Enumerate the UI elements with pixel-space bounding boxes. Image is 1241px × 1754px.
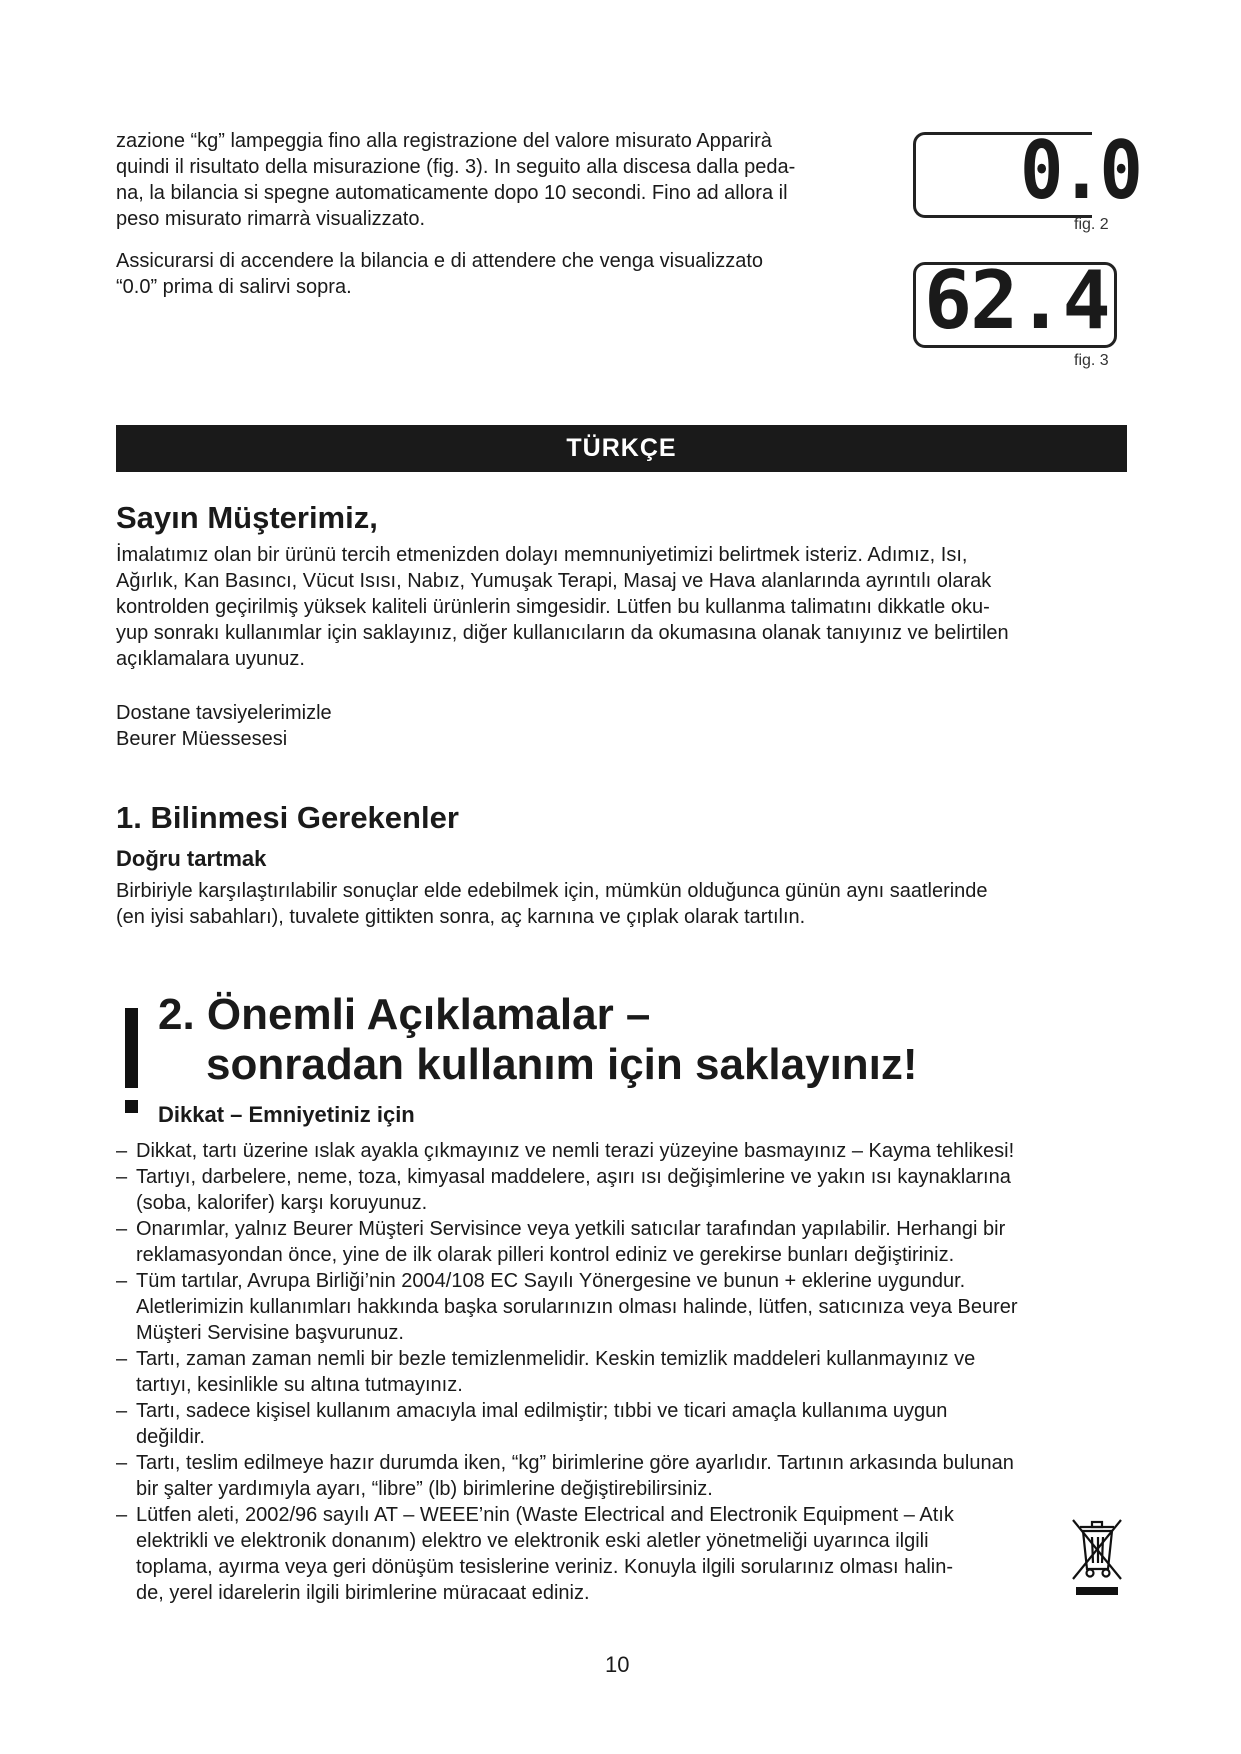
list-item <box>116 1164 1136 1216</box>
text-line: (en iyisi sabahları), tuvalete gittikten sonra, aç karnına ve çıplak olarak tartılın. <box>116 906 806 928</box>
list-item <box>116 1346 1136 1398</box>
text-line: reklamasyondan önce, yine de ilk olarak pilleri kontrol ediniz ve gerekirse bunları değiştiriniz. <box>136 1244 955 1266</box>
bullet-dash: – <box>116 1452 128 1474</box>
text-line: Dostane tavsiyelerimizle <box>116 702 332 724</box>
section-1-paragraph <box>116 878 1126 930</box>
text-line: Birbiriyle karşılaştırılabilir sonuçlar elde edebilmek için, mümkün olduğunca günün aynı saatlerinde <box>116 880 988 902</box>
text-line: Tartıyı, darbelere, neme, toza, kimyasal maddelere, aşırı ısı değişimlerine ve yakın ısı kaynaklarına <box>136 1166 1011 1188</box>
text-line: Onarımlar, yalnız Beurer Müşteri Servisince veya yetkili satıcılar tarafından yapılabilir. Herhangi bir <box>136 1218 1006 1240</box>
list-item <box>116 1450 1136 1502</box>
text-line: açıklamalara uyunuz. <box>116 648 305 670</box>
text-line: zazione “kg” lampeggia fino alla registrazione del valore misurato Apparirà <box>116 130 772 152</box>
section-2-title-line-1: 2. Önemli Açıklamalar – <box>158 990 651 1039</box>
text-line: elektrikli ve elektronik donanım) elektro ve elektronik eski aletler yönetmeliği uyarınca ilgili <box>136 1530 929 1552</box>
list-item <box>116 1502 1136 1606</box>
lcd-readout-fig2: 0.0 <box>1020 124 1140 217</box>
italian-text-block <box>116 128 896 300</box>
text-line: Assicurarsi di accendere la bilancia e di attendere che venga visualizzato <box>116 250 764 272</box>
text-line: Tartı, sadece kişisel kullanım amacıyla imal edilmiştir; tıbbi ve ticari amaçla kullanıma uygun <box>136 1400 948 1422</box>
figure-caption-fig2: fig. 2 <box>1074 216 1109 233</box>
list-item <box>116 1398 1136 1450</box>
section-1-subtitle: Doğru tartmak <box>116 846 267 871</box>
text-line: değildir. <box>136 1426 205 1448</box>
bullet-dash: – <box>116 1270 128 1292</box>
figure-caption-fig3: fig. 3 <box>1074 352 1109 369</box>
text-line: yup sonrakı kullanımlar için saklayınız, diğer kullanıcıların da okumasına olanak tanıyınız ve belirtilen <box>116 622 1009 644</box>
italian-paragraph-2 <box>116 248 896 300</box>
text-line: Müşteri Servisine başvurunuz. <box>136 1322 404 1344</box>
lcd-readout-fig3: 62.4 <box>924 254 1109 347</box>
text-line: kontrolden geçirilmiş yüksek kaliteli ürünlerin simgesidir. Lütfen bu kullanma talimatını dikkatle oku- <box>116 596 990 618</box>
text-line: Tartı, teslim edilmeye hazır durumda iken, “kg” birimlerine göre ayarlıdır. Tartının arkasında bulunan <box>136 1452 1014 1474</box>
intro-paragraph <box>116 542 1126 672</box>
bullet-dash: – <box>116 1166 128 1188</box>
text-line: na, la bilancia si spegne automaticamente dopo 10 secondi. Fino ad allora il <box>116 182 788 204</box>
crossed-out-wheelie-bin-icon <box>1070 1515 1124 1597</box>
bullet-dash: – <box>116 1348 128 1370</box>
text-line: Ağırlık, Kan Basıncı, Vücut Isısı, Nabız, Yumuşak Terapi, Masaj ve Hava alanlarında ayrıntılı olarak <box>116 570 992 592</box>
section-2-title-line-2: sonradan kullanım için saklayınız! <box>206 1040 918 1089</box>
bullet-dash: – <box>116 1504 128 1526</box>
bullet-dash: – <box>116 1218 128 1240</box>
language-banner <box>116 425 1127 472</box>
greeting-heading: Sayın Müşterimiz, <box>116 500 378 535</box>
text-line: Beurer Müessesesi <box>116 728 288 750</box>
page-number: 10 <box>605 1652 630 1677</box>
text-line: toplama, ayırma veya geri dönüşüm tesislerine veriniz. Konuyla ilgili sorularınız olması halin- <box>136 1556 954 1578</box>
text-line: quindi il risultato della misurazione (fig. 3). In seguito alla discesa dalla peda- <box>116 156 796 178</box>
closing-signature <box>116 700 332 752</box>
text-line: “0.0” prima di salirvi sopra. <box>116 276 352 298</box>
exclamation-icon <box>125 1008 138 1088</box>
text-line: Tartı, zaman zaman nemli bir bezle temizlenmelidir. Keskin temizlik maddeleri kullanmayınız ve <box>136 1348 976 1370</box>
text-line: Aletlerimizin kullanımları hakkında başka sorularınızın olması halinde, lütfen, satıcınıza veya Beurer <box>136 1296 1018 1318</box>
exclamation-dot <box>125 1100 138 1113</box>
language-banner-label: TÜRKÇE <box>566 434 677 462</box>
italian-paragraph-1 <box>116 128 896 232</box>
text-line: bir şalter yardımıyla ayarı, “libre” (lb) birimlerine değiştirebilirsiniz. <box>136 1478 713 1500</box>
text-line: Dikkat, tartı üzerine ıslak ayakla çıkmayınız ve nemli terazi yüzeyine basmayınız – Kayma tehlikesi! <box>136 1140 1015 1162</box>
section-2-subtitle: Dikkat – Emniyetiniz için <box>158 1102 415 1127</box>
list-item <box>116 1216 1136 1268</box>
list-item <box>116 1138 1136 1164</box>
text-line: Tüm tartılar, Avrupa Birliği’nin 2004/108 EC Sayılı Yönergesine ve bunun + eklerine uygundur. <box>136 1270 966 1292</box>
text-line: peso misurato rimarrà visualizzato. <box>116 208 425 230</box>
safety-bullet-list <box>116 1138 1136 1606</box>
section-2-title <box>158 990 918 1090</box>
text-line: tartıyı, kesinlikle su altına tutmayınız. <box>136 1374 463 1396</box>
bullet-dash: – <box>116 1400 128 1422</box>
text-line: Lütfen aleti, 2002/96 sayılı AT – WEEE’nin (Waste Electrical and Electronik Equipment – Atık <box>136 1504 954 1526</box>
section-1-title: 1. Bilinmesi Gerekenler <box>116 800 459 835</box>
text-line: (soba, kalorifer) karşı koruyunuz. <box>136 1192 428 1214</box>
text-line: İmalatımız olan bir ürünü tercih etmenizden dolayı memnuniyetimizi belirtmek isteriz. Adımız, Isı, <box>116 544 968 566</box>
text-line: de, yerel idarelerin ilgili birimlerine müracaat ediniz. <box>136 1582 590 1604</box>
list-item <box>116 1268 1136 1346</box>
bullet-dash: – <box>116 1140 128 1162</box>
